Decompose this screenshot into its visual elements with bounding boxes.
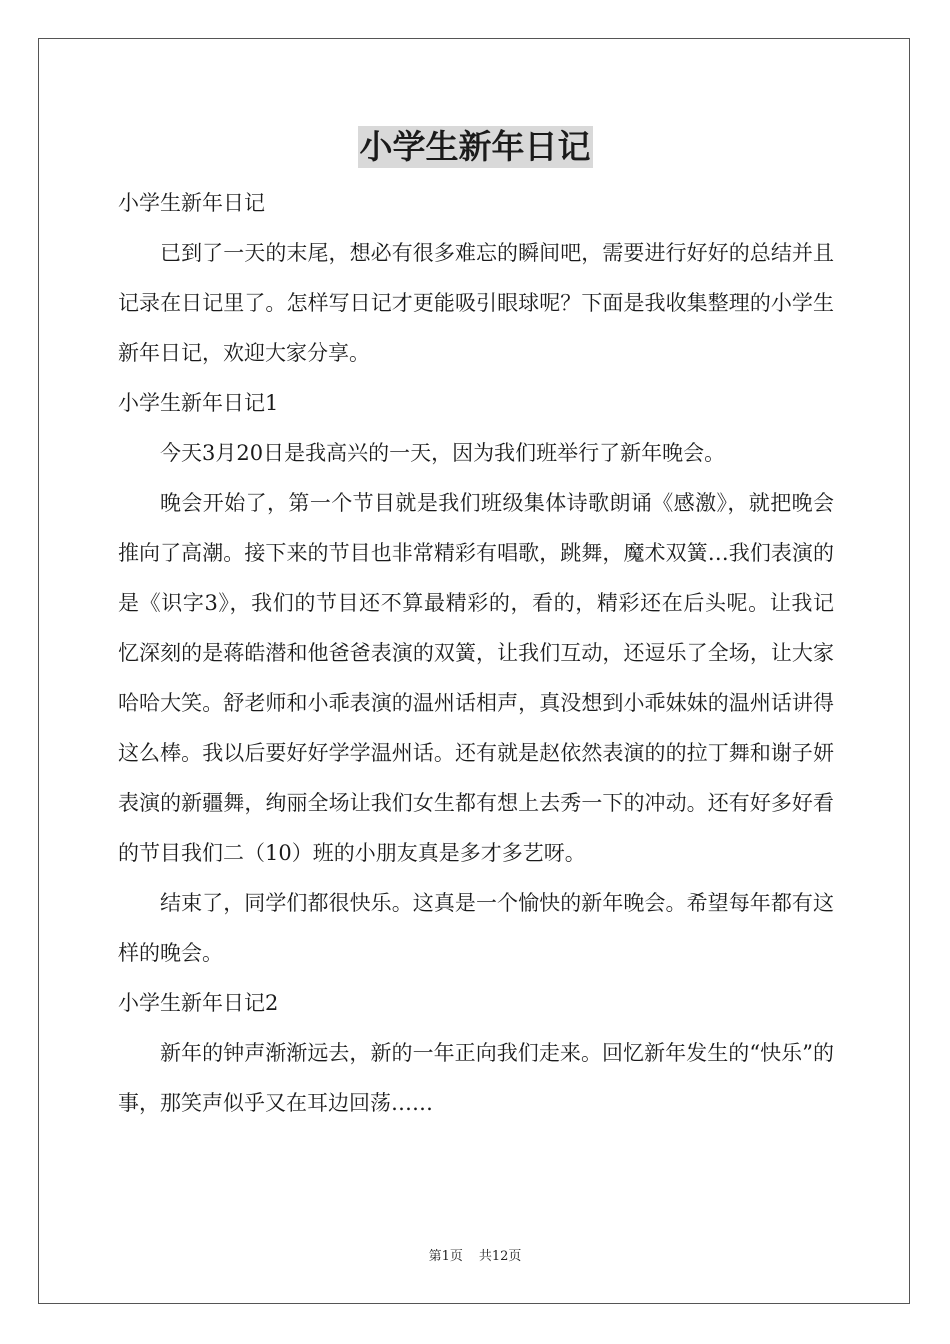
page-footer	[0, 1247, 950, 1267]
total-pages: 共12页	[478, 1249, 522, 1264]
paragraph: 今天3月20日是我高兴的一天，因为我们班举行了新年晚会。	[160, 441, 726, 465]
document-body	[118, 178, 834, 1128]
title-container	[0, 126, 950, 168]
document-title: 小学生新年日记	[359, 127, 591, 166]
paragraph: 新年的钟声渐渐远去，新的一年正向我们走来。回忆新年发生的“快乐”的事，那笑声似乎又在耳边回荡……	[118, 1041, 834, 1115]
paragraph-heading-diary-2: 小学生新年日记2	[118, 991, 279, 1015]
paragraph: 已到了一天的末尾，想必有很多难忘的瞬间吧，需要进行好好的总结并且记录在日记里了。怎样写日记才更能吸引眼球呢？下面是我收集整理的小学生新年日记，欢迎大家分享。	[118, 241, 834, 365]
paragraph: 晚会开始了，第一个节目就是我们班级集体诗歌朗诵《感激》，就把晚会推向了高潮。接下来的节目也非常精彩有唱歌，跳舞，魔术双簧…我们表演的是《识字3》，我们的节目还不算最精彩的，看的，精彩还在后头呢。让我记忆深刻的是蒋皓潜和他爸爸表演的双簧，让我们互动，还逗乐了全场，让大家哈哈大笑。舒老师和小乖表演的温州话相声，真没想到小乖妹妹的温州话讲得这么棒。我以后要好好学学温州话。还有就是赵依然表演的的拉丁舞和谢子妍表演的新疆舞，绚丽全场让我们女生都有想上去秀一下的冲动。还有好多好看的节目我们二（10）班的小朋友真是多才多艺呀。	[118, 491, 834, 865]
paragraph-heading-diary-1: 小学生新年日记1	[118, 391, 279, 415]
paragraph: 结束了，同学们都很快乐。这真是一个愉快的新年晚会。希望每年都有这样的晚会。	[118, 891, 834, 965]
paragraph-heading-intro: 小学生新年日记	[118, 191, 265, 215]
page-number: 第1页	[428, 1249, 463, 1264]
